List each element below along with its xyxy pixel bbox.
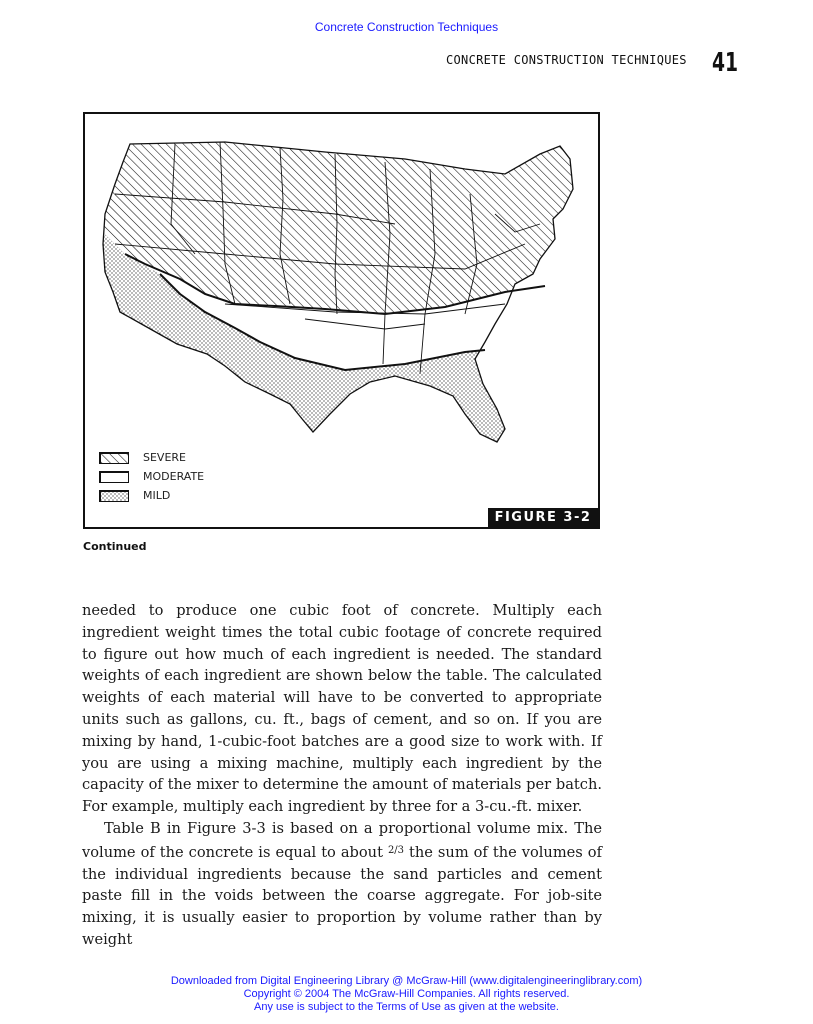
figure-label: FIGURE 3-2: [488, 508, 598, 527]
legend-item-moderate: [99, 467, 204, 486]
figure-3-2: [83, 112, 600, 529]
footer-terms[interactable]: Any use is subject to the Terms of Use as given at the website.: [254, 1001, 559, 1013]
paragraph-2: [82, 818, 602, 951]
page-number: 41: [712, 48, 739, 78]
legend-item-mild: [99, 486, 204, 505]
fraction-two-thirds: 2/3: [387, 844, 405, 856]
paragraph-2-end: the sum of the volumes of the individual ingredients because the sand particles and cement paste fill in the voids between the coarse aggregate. For job-site mixing, it is usually easier to proportion by volume rather than by weight: [82, 843, 602, 948]
footer-notice: [0, 975, 813, 1014]
paragraph-2-start: Table B in Figure 3-3 is based on a proportional volume mix. The volume of the concrete is equal to about: [82, 819, 602, 861]
footer-download-link[interactable]: Downloaded from Digital Engineering Library @ McGraw-Hill (www.digitalengineeringlibrary.com): [170, 975, 643, 987]
map-legend: [99, 448, 204, 505]
top-link[interactable]: Concrete Construction Techniques: [314, 20, 499, 34]
paragraph-1: needed to produce one cubic foot of concrete. Multiply each ingredient weight times the total cubic footage of concrete required to figure out how much of each ingredient is needed. The standard weights of each ingredient are shown below the table. The calculated weights of each material will have to be converted to appropriate units such as gallons, cu. ft., bags of cement, and so on. If you are mixing by hand, 1-cubic-foot batches are a good size to work with. If you are using a mixing machine, multiply each ingredient by the capacity of the mixer to determine the amount of materials per batch. For example, multiply each ingredient by three for a 3-cu.-ft. mixer.: [82, 602, 602, 816]
moderate-swatch: [99, 471, 129, 483]
running-head: CONCRETE CONSTRUCTION TECHNIQUES: [446, 53, 687, 67]
legend-label: MODERATE: [143, 470, 205, 483]
severe-swatch: [99, 452, 129, 464]
body-text: [82, 600, 602, 951]
footer-copyright: Copyright © 2004 The McGraw-Hill Companies. All rights reserved.: [243, 988, 570, 1000]
legend-item-severe: [99, 448, 204, 467]
legend-label: SEVERE: [143, 451, 187, 464]
mild-swatch: [99, 490, 129, 502]
legend-label: MILD: [143, 489, 171, 502]
continued-caption: Continued: [83, 540, 147, 553]
